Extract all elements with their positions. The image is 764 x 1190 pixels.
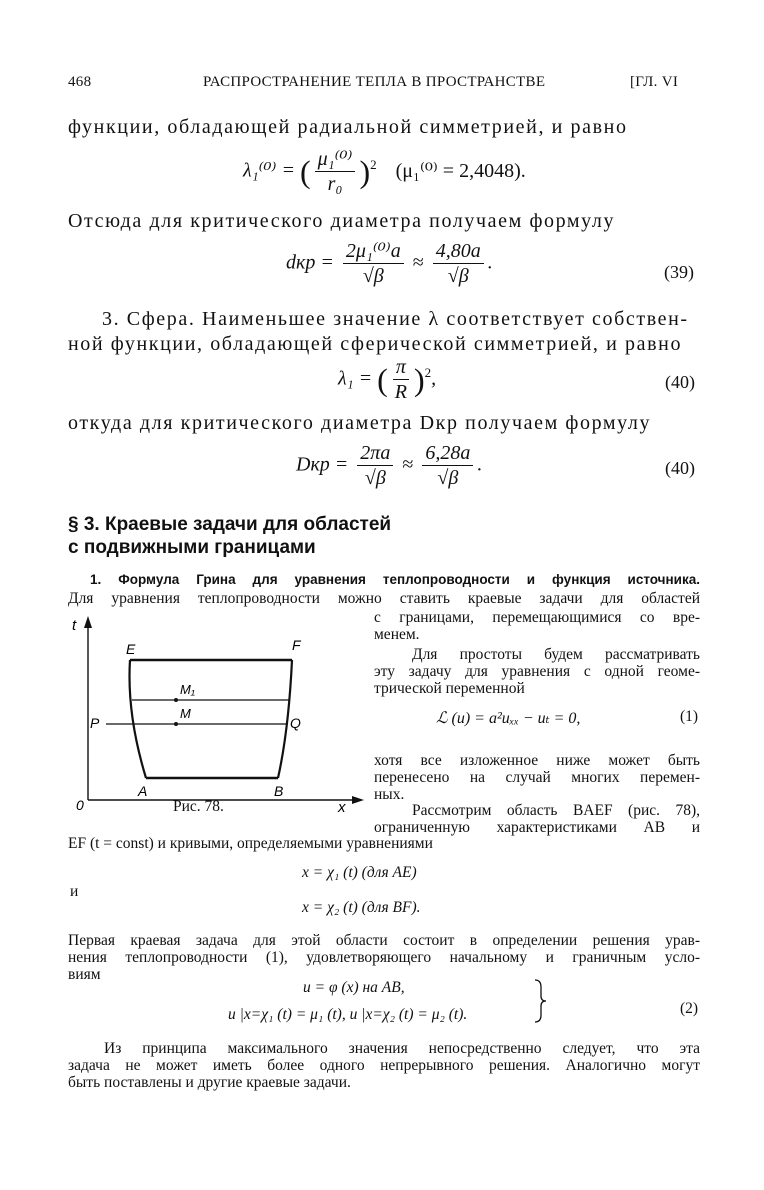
text-line: нения теплопроводности (1), удовлетворяющего начальному и граничным усло- [68, 949, 700, 966]
equation-boundary-1: u = φ (x) на AB, [303, 979, 405, 996]
equation-d-critical: dкр = $\frac{\text{2μ₁⁽⁰⁾a}}{√\beta}$ ≈ $\frac{4,80a}{√\beta}$ . [286, 240, 493, 287]
equation-number: (40) [665, 372, 695, 392]
label-x: x [338, 799, 346, 812]
label-t: t [72, 617, 77, 634]
subsection-heading: 1. Формула Грина для уравнения теплопроводности и функция источника. [90, 572, 700, 587]
equation-lambda-cylinder: λ₁⁽⁰⁾ = ( $\frac{\text{μ₁⁽⁰⁾}}{\text{r₀}}$ )$^2$ (μ₁⁽⁰⁾ = 2,4048). [243, 148, 526, 195]
text-line: откуда для критического диаметра Dкр получаем формулу [68, 412, 652, 434]
label-origin: 0 [76, 797, 84, 812]
label-M1: M₁ [180, 682, 195, 697]
point-M [174, 722, 178, 726]
text-line: ной функции, обладающей сферической симметрией, и равно [68, 333, 683, 355]
chapter-label: [ГЛ. VI [630, 74, 679, 90]
equation-boundary-2: u |x=χ₁ (t) = μ₁ (t), u |x=χ₂ (t) = μ₂ (t). [228, 1006, 468, 1023]
text-line: перенесено на случай многих перемен- [374, 769, 700, 786]
section-title: с подвижными границами [68, 537, 316, 558]
text-line: Отсюда для критического диаметра получаем формулу [68, 210, 616, 232]
label-F: F [292, 637, 301, 653]
point-M1 [174, 698, 178, 702]
equation-number: (1) [680, 708, 699, 725]
equation-chi2: x = χ₂ (t) (для BF). [302, 899, 421, 916]
page-number: 468 [68, 74, 92, 90]
equation-D-critical: Dкр = $\frac{2\pi a}{√\beta}$ ≈ $\frac{6,28a}{√\beta}$ . [296, 442, 483, 489]
equation-number: (40) [665, 458, 695, 478]
text-line: хотя все изложенное ниже может быть [374, 752, 700, 769]
label-P: P [90, 715, 100, 731]
equation-number: (2) [680, 1000, 699, 1017]
figure-caption: Рис. 78. [173, 798, 224, 815]
text-line: Для уравнения теплопроводности можно ставить краевые задачи для областей [68, 590, 700, 607]
text-line: EF (t = const) и кривыми, определяемыми уравнениями [68, 835, 433, 852]
right-brace [532, 978, 548, 1024]
boundary-AE [130, 660, 146, 778]
text-line: и [70, 883, 79, 900]
text-line: Первая краевая задача для этой области состоит в определении решения урав- [68, 932, 700, 949]
label-M: M [180, 706, 191, 721]
section-title: § 3. Краевые задачи для областей [68, 514, 392, 535]
text-line: трической переменной [374, 680, 525, 697]
text-line: ограниченную характеристиками AB и [374, 819, 700, 836]
t-axis-arrow [84, 616, 92, 628]
text-line: ных. [374, 786, 405, 803]
x-axis-arrow [352, 796, 364, 804]
text-line: быть поставлены и другие краевые задачи. [68, 1074, 351, 1091]
text-line: Из принципа максимального значения непосредственно следует, что эта [104, 1040, 700, 1057]
label-Q: Q [290, 715, 301, 731]
text-line: функции, обладающей радиальной симметрией, и равно [68, 116, 628, 138]
text-line: задача не может иметь более одного непрерывного решения. Аналогично могут [68, 1057, 700, 1074]
label-A: A [138, 783, 148, 799]
label-E: E [126, 641, 136, 657]
equation-heat: ℒ (u) = a²uₓₓ − uₜ = 0, [436, 710, 581, 727]
text-line: с границами, перемещающимися со вре- [374, 609, 700, 626]
equation-chi1: x = χ₁ (t) (для AE) [302, 864, 417, 881]
text-line: эту задачу для уравнения с одной геоме- [374, 663, 700, 680]
text-line: виям [68, 966, 101, 983]
text-line: Для простоты будем рассматривать [412, 646, 700, 663]
text-line: Рассмотрим область BAEF (рис. 78), [412, 802, 700, 819]
running-title: РАСПРОСТРАНЕНИЕ ТЕПЛА В ПРОСТРАНСТВЕ [203, 74, 546, 90]
text-line: 3. Сфера. Наименьшее значение λ соответствует собствен- [102, 308, 689, 330]
equation-number: (39) [664, 262, 694, 282]
equation-lambda-sphere: λ₁ = ( $\frac{\pi}{R}$ )$^2$, [338, 356, 437, 403]
label-B: B [274, 783, 284, 799]
figure-78 [60, 612, 372, 812]
text-line: менем. [374, 626, 420, 643]
